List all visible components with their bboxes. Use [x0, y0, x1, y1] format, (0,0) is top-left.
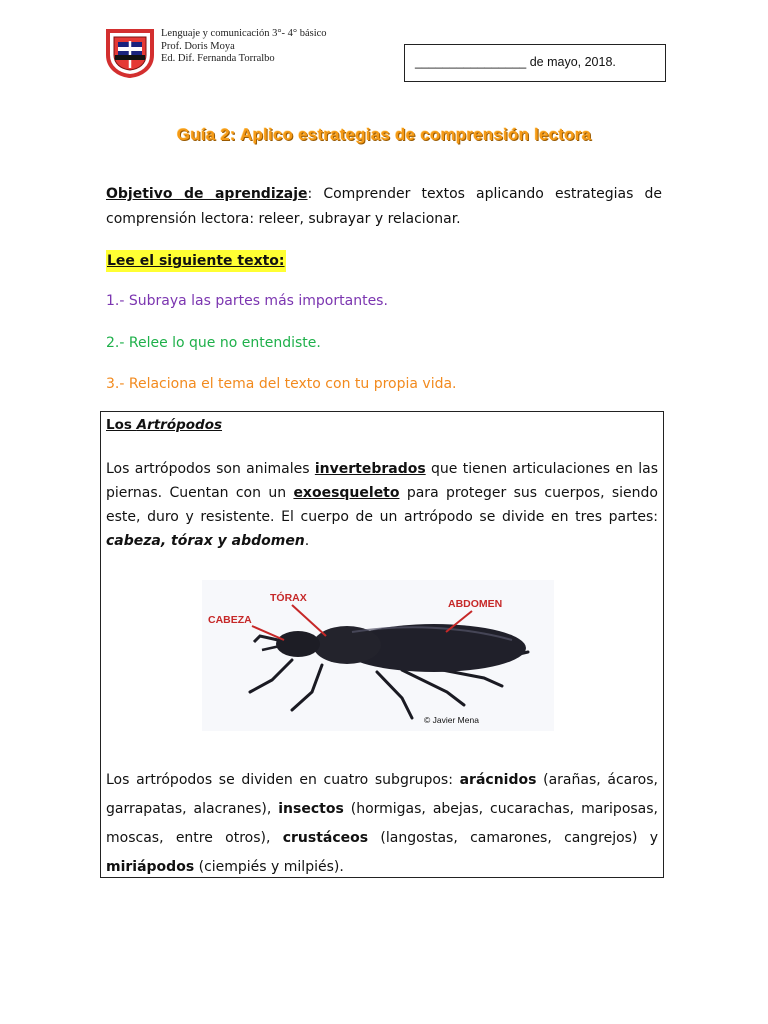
label-cabeza: CABEZA [208, 614, 252, 626]
p1-term-exoesqueleto: exoesqueleto [293, 485, 400, 501]
step-2: 2.- Relee lo que no entendiste. [106, 335, 321, 351]
p1-text-a: Los artrópodos son animales [106, 461, 315, 477]
p2-text-i: (ciempiés y milpiés). [194, 859, 344, 875]
p1-text-e: para proteger sus cuerpos, siendo este, duro y resistente. El cuerpo de un artrópodo se divide en tres partes: [106, 485, 658, 525]
objective-label: Objetivo de aprendizaje [106, 186, 308, 202]
p2-text-e: (hormigas, abejas, cucarachas, mariposas, moscas, entre otros), [106, 801, 659, 846]
p2-text-c: (arañas, ácaros, garrapatas, alacranes), [106, 772, 658, 817]
header-subject: Lenguaje y comunicación 3°- 4° básico [161, 28, 327, 39]
objective-paragraph [106, 182, 662, 232]
beetle-thorax [313, 626, 381, 664]
p1-text-g: . [304, 533, 310, 549]
label-abdomen: ABDOMEN [448, 598, 503, 610]
read-instruction: Lee el siguiente texto: [106, 250, 286, 272]
objective-text: : Comprender textos aplicando estrategias de comprensión lectora: releer, subrayar y relacionar. [106, 186, 663, 227]
beetle-figure [202, 580, 554, 731]
p2-term-miriapodos: miriápodos [106, 859, 195, 875]
reading-title-pre: Los [106, 417, 137, 433]
paragraph-2 [106, 766, 658, 882]
p1-body-parts: cabeza, tórax y abdomen [106, 533, 305, 549]
p1-text-c: que tienen articulaciones en las piernas. Cuentan con un [106, 461, 658, 501]
p2-text-g: (langostas, camarones, cangrejos) y [368, 830, 658, 846]
p2-term-aracnidos: arácnidos [459, 772, 537, 788]
beetle-head [276, 631, 320, 657]
reading-title-em: Artrópodos [136, 417, 223, 433]
header-info [161, 28, 327, 66]
guide-title: Guía 2: Aplico estrategias de comprensión lectora [176, 125, 592, 144]
paragraph-1 [106, 457, 658, 553]
header-educator: Ed. Dif. Fernanda Torralbo [161, 53, 275, 64]
date-box: ________________ de mayo, 2018. [404, 44, 666, 82]
photo-credit: © Javier Mena [424, 715, 479, 725]
p2-term-crustaceos: crustáceos [282, 830, 369, 846]
header-teacher: Prof. Doris Moya [161, 40, 235, 52]
p2-term-insectos: insectos [278, 801, 344, 817]
label-torax: TÓRAX [270, 592, 307, 604]
step-1: 1.- Subraya las partes más importantes. [106, 293, 388, 309]
step-3: 3.- Relaciona el tema del texto con tu propia vida. [106, 376, 457, 392]
p1-term-invertebrados: invertebrados [314, 461, 426, 477]
school-crest-logo [105, 28, 155, 78]
p2-text-a: Los artrópodos se dividen en cuatro subgrupos: [106, 772, 460, 788]
reading-title [106, 415, 222, 435]
